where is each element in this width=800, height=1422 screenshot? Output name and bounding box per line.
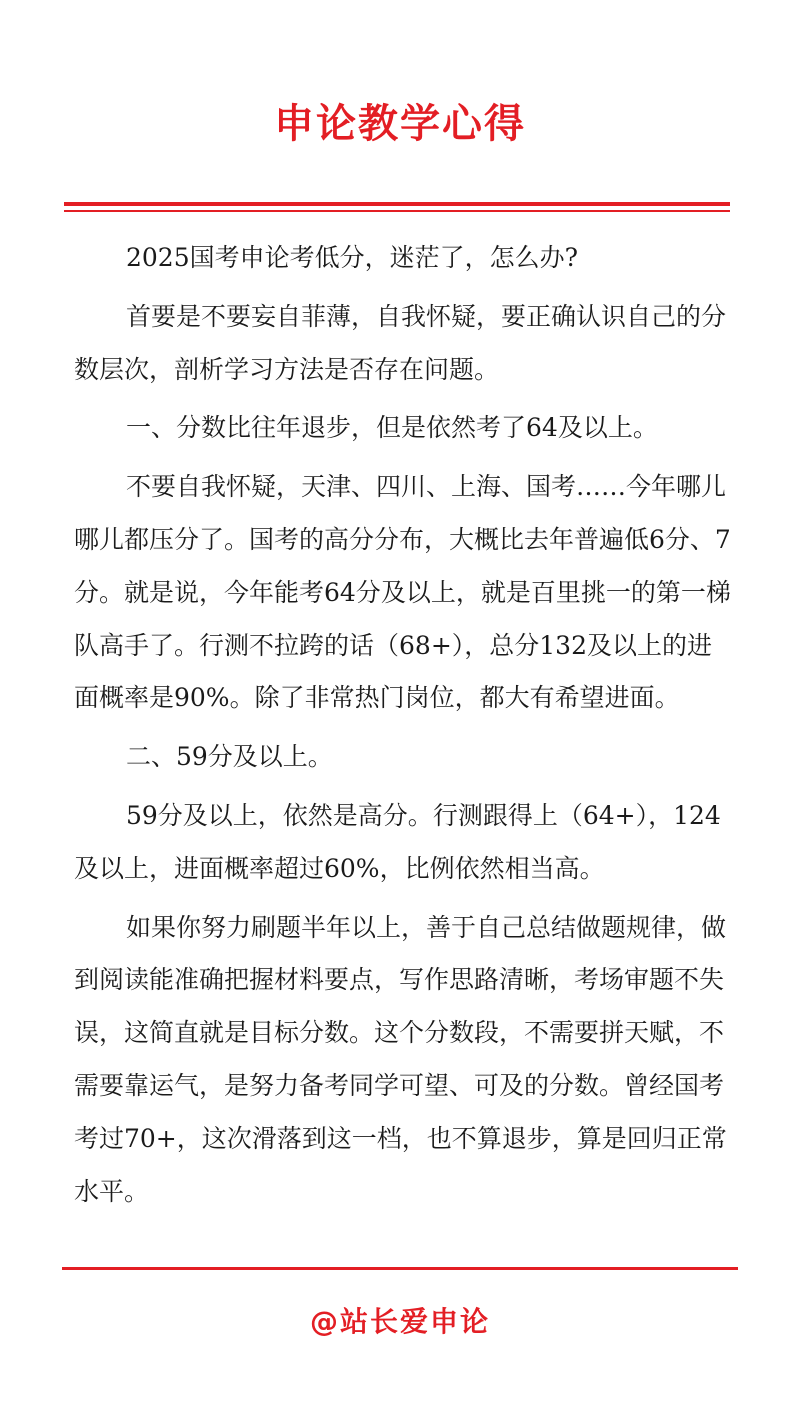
- paragraph-section-one: 不要自我怀疑，天津、四川、上海、国考……今年哪儿哪儿都压分了。国考的高分分布，大概比去年普遍低6分、7分。就是说，今年能考64分及以上，就是百里挑一的第一梯队高手了。行测不拉跨的话（68+），总分132及以上的进面概率是90%。除了非常热门岗位，都大有希望进面。: [74, 472, 731, 713]
- article-body: [74, 232, 734, 1224]
- paragraph-intro: 首要是不要妄自菲薄，自我怀疑，要正确认识自己的分数层次，剖析学习方法是否存在问题。: [74, 301, 727, 384]
- author-signature: @站长爱申论: [309, 1305, 490, 1338]
- page-title: 申论教学心得: [274, 100, 526, 147]
- paragraph-target-score: 如果你努力刷题半年以上，善于自己总结做题规律，做到阅读能准确把握材料要点，写作思路清晰，考场审题不失误，这简直就是目标分数。这个分数段，不需要拼天赋，不需要靠运气，是努力备考同学可望、可及的分数。曾经国考考过70+，这次滑落到这一档，也不算退步，算是回归正常水平。: [74, 912, 727, 1206]
- title-divider-thick: [64, 202, 730, 206]
- section-heading-one: 一、分数比往年退步，但是依然考了64及以上。: [126, 413, 658, 443]
- title-divider-thin: [64, 210, 730, 212]
- footer-divider: [62, 1267, 738, 1270]
- paragraph-section-two: 59分及以上，依然是高分。行测跟得上（64+），124及以上，进面概率超过60%，比例依然相当高。: [74, 800, 721, 883]
- section-heading-two: 二、59分及以上。: [126, 742, 333, 772]
- paragraph-question: 2025国考申论考低分，迷茫了，怎么办?: [126, 243, 579, 272]
